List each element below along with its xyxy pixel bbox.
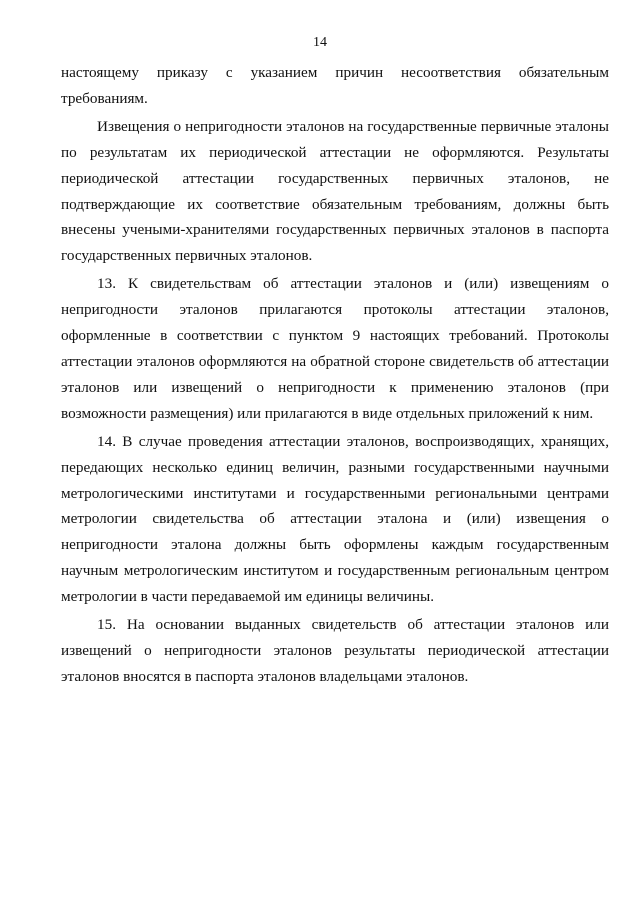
paragraph-item-13: 13. К свидетельствам об аттестации эталонов и (или) извещениям о непригодности эталонов прилагаются протоколы аттестации эталонов, оформленные в соответствии с пунктом 9 настоящих требований. Протоколы аттестации эталонов оформляются на обратной стороне свидетельств об аттестации эталонов или извещений о непригодности к применению эталонов (при возможности размещения) или прилагаются в виде отдельных приложений к ним. bbox=[61, 275, 609, 422]
page-number: 14 bbox=[313, 35, 327, 50]
document-body bbox=[61, 60, 609, 692]
paragraph-item-14: 14. В случае проведения аттестации эталонов, воспроизводящих, хранящих, передающих несколько единиц величин, разными государственными научными метрологическими институтами и государственными региональными центрами метрологии свидетельства об аттестации эталона и (или) извещения о непригодности эталона должны быть оформлены каждым государственным научным метрологическим институтом и государственным региональным центром метрологии в части передаваемой им единицы величины. bbox=[61, 432, 609, 606]
paragraph-continuation: настоящему приказу с указанием причин несоответствия обязательным требованиям. bbox=[61, 64, 609, 107]
paragraph-notices: Извещения о непригодности эталонов на государственные первичные эталоны по результатам их периодической аттестации не оформляются. Результаты периодической аттестации государственных первичных эталонов, не подтверждающие их соответствие обязательным требованиям, должны быть внесены учеными-хранителями государственных первичных эталонов в паспорта государственных первичных эталонов. bbox=[61, 117, 609, 265]
paragraph-item-15: 15. На основании выданных свидетельств об аттестации эталонов или извещений о непригодности эталонов результаты периодической аттестации эталонов вносятся в паспорта эталонов владельцами эталонов. bbox=[61, 616, 609, 685]
